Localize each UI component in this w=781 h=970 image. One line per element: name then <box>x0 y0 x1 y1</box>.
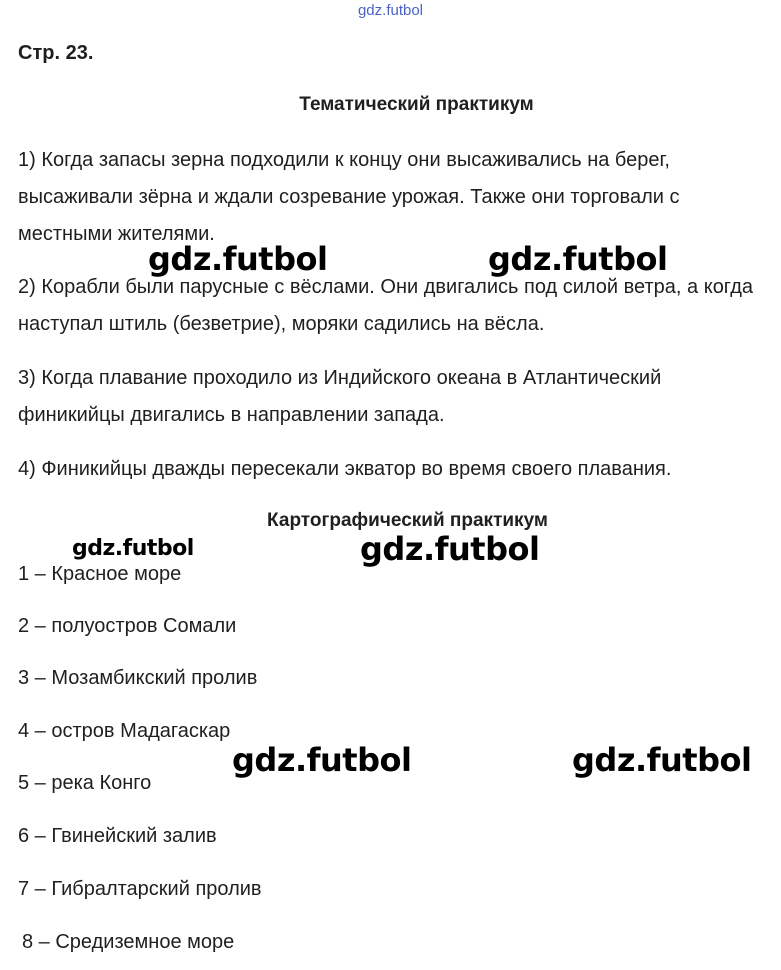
section-heading-cartographic: Картографический практикум <box>267 510 548 531</box>
list-item: 3 – Мозамбикский пролив <box>18 667 258 689</box>
watermark: gdz.futbol <box>72 536 194 561</box>
watermark: gdz.futbol <box>572 741 752 779</box>
section-heading-thematic: Тематический практикум <box>299 94 534 115</box>
watermark: gdz.futbol <box>148 240 328 278</box>
page-title: Стр. 23. <box>18 42 94 64</box>
list-item: 4 – остров Мадагаскар <box>18 720 231 742</box>
answer-paragraph: 1) Когда запасы зерна подходили к концу они высаживались на берег, высаживали зёрна и ждали созревание урожая. Также они торговали с местными жителями. <box>18 149 680 245</box>
answer-paragraph: 3) Когда плавание проходило из Индийского океана в Атлантический финикийцы двигались в направлении запада. <box>18 367 662 426</box>
watermark: gdz.futbol <box>360 530 540 568</box>
list-item: 1 – Красное море <box>18 563 182 585</box>
answer-paragraph: 4) Финикийцы дважды пересекали экватор во время своего плавания. <box>18 458 672 480</box>
list-item: 6 – Гвинейский залив <box>18 825 217 847</box>
site-link[interactable]: gdz.futbol <box>357 2 424 19</box>
list-item: 7 – Гибралтарский пролив <box>18 878 262 900</box>
watermark: gdz.futbol <box>232 741 412 779</box>
list-item: 5 – река Конго <box>18 772 152 794</box>
list-item: 2 – полуостров Сомали <box>18 615 237 637</box>
answer-paragraph: 2) Корабли были парусные с вёслами. Они двигались под силой ветра, а когда наступал штиль (безветрие), моряки садились на вёсла. <box>18 276 753 335</box>
list-item: 8 – Средиземное море <box>22 931 235 953</box>
watermark: gdz.futbol <box>488 240 668 278</box>
